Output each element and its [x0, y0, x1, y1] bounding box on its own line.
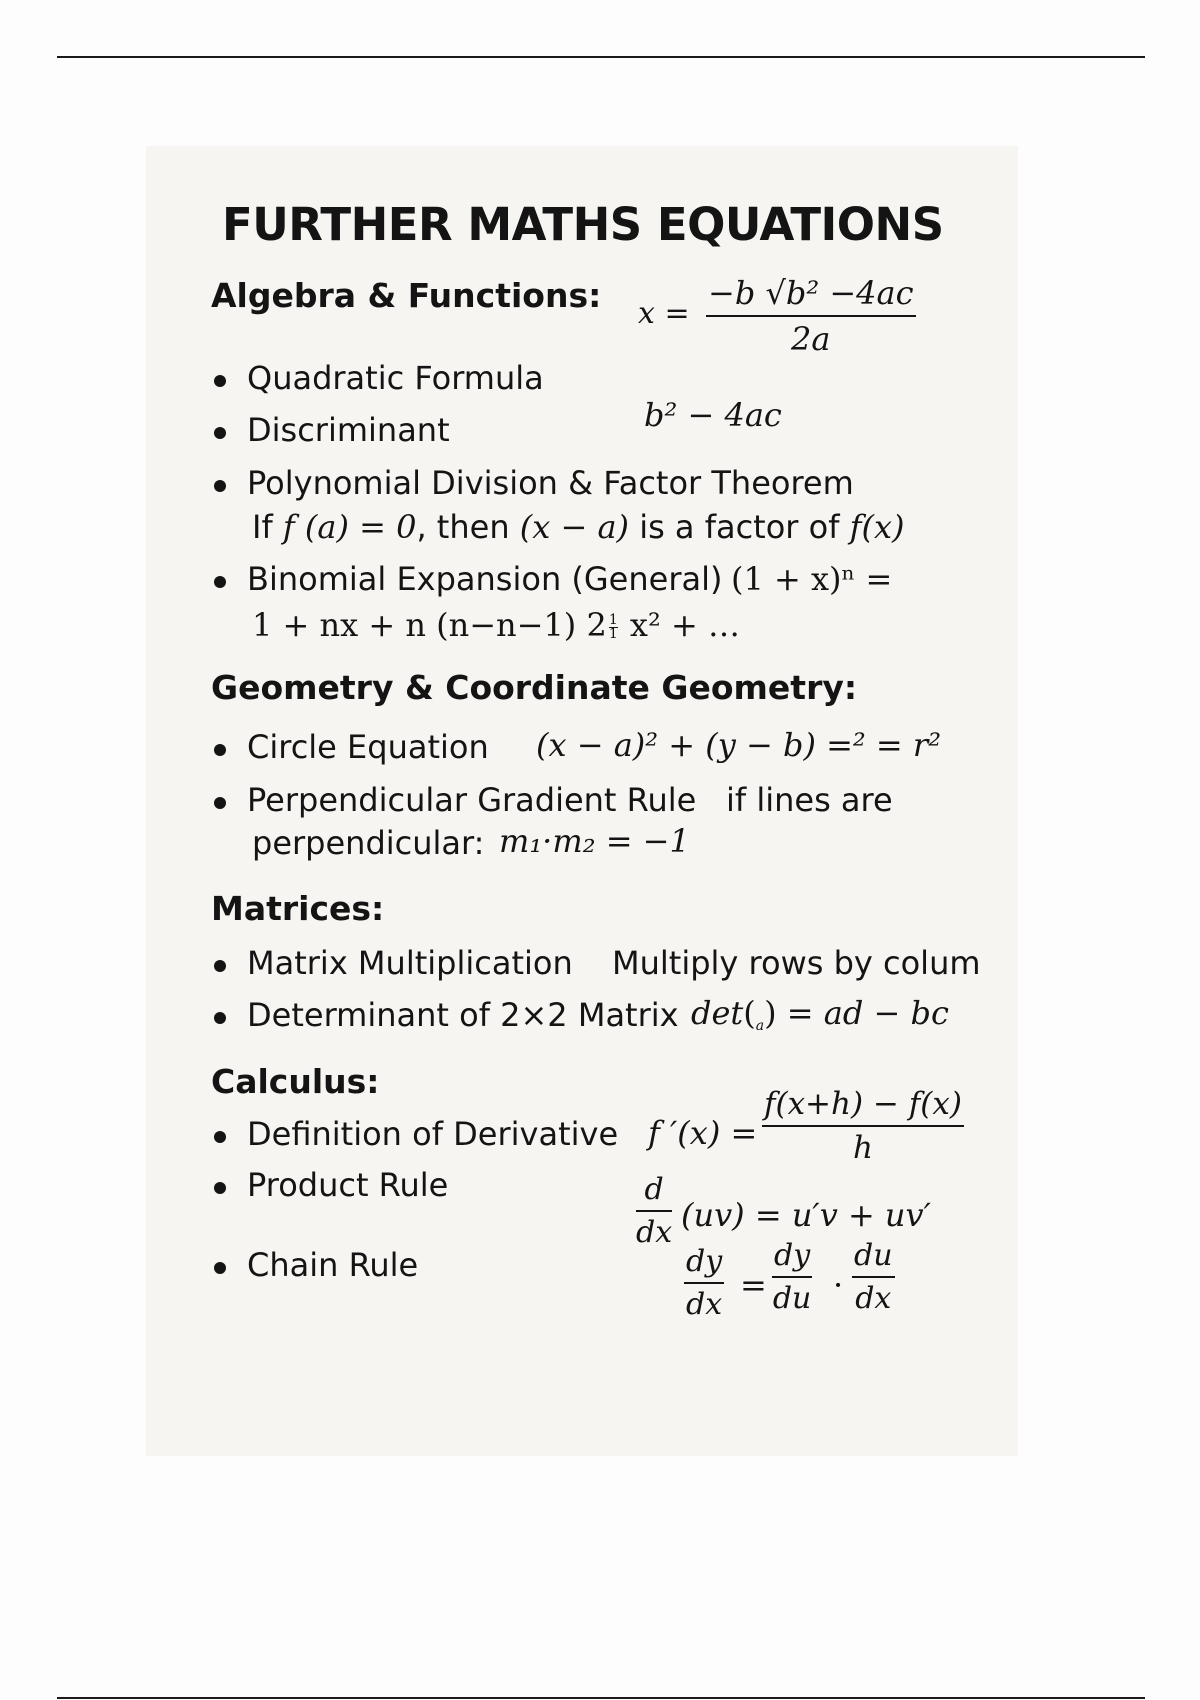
item-quadratic-formula: Quadratic Formula [247, 359, 544, 397]
product-rule-operator: $\frac{d}{dx}$ [636, 1172, 673, 1250]
section-heading-geometry: Geometry & Coordinate Geometry: [211, 668, 858, 707]
bullet-icon [214, 960, 226, 972]
bullet-icon [214, 480, 226, 492]
binomial-series: 1 + nx + n (n−n−1) 2 $\frac{1}{1}$ x² + … [252, 606, 740, 644]
matrix-multiplication-description: Multiply rows by colum [612, 944, 981, 982]
derivative-fraction: $\frac{f(x+h) - f(x)}{h}$ [764, 1086, 962, 1166]
item-chain-rule: Chain Rule [247, 1246, 419, 1284]
item-definition-of-derivative: Definition of Derivative [247, 1115, 619, 1153]
section-heading-algebra: Algebra & Functions: [211, 276, 602, 315]
equations-card: FURTHER MATHS EQUATIONS Algebra & Functions: x = $\frac{\text{−b √b² −4ac}}{2a}$ Quadratic Formula Discriminant b² − 4ac Polynomial Division & Factor Theorem If f (a) = 0, then (x − a) is a factor of f(x) Binomial Expansion (General) (1 + x)ⁿ = 1 + nx + n (n−n−1) 2 $\frac{1}{1}$ x² + … Geometry & Coordinate Geometry: Circle Equation (x − a)² + (y − b) =² = r² Perpendicular Gradient Rule if lines are perpendicular: m₁·m₂ = −1 Matrices: Matrix Multiplication Multiply rows by colum Determinant of 2×2 Matrix det(a) = ad − bc Calculus: Definition of Derivative f ′(x) = $\frac{f(x+h) - f(x)}{h}$ Product Rule $\frac{d}{dx}$ (uv) = u′v + uv′ Chain Rule $\frac{dy}{dx}$ = $\frac{dy}{du}$ · $\frac{du}{dx}$ [146, 146, 1018, 1456]
bullet-icon [214, 1131, 226, 1143]
bullet-icon [214, 1012, 226, 1024]
item-matrix-multiplication: Matrix Multiplication [247, 944, 573, 982]
bullet-icon [214, 744, 226, 756]
section-heading-calculus: Calculus: [211, 1062, 380, 1101]
bullet-icon [214, 797, 226, 809]
bullet-icon [214, 1182, 226, 1194]
bullet-icon [214, 427, 226, 439]
perpendicular-label: perpendicular: [252, 824, 485, 862]
perpendicular-formula: m₁·m₂ = −1 [499, 822, 690, 860]
item-binomial-expansion: Binomial Expansion (General) [247, 560, 723, 598]
bullet-icon [214, 375, 226, 387]
item-perpendicular-gradient: Perpendicular Gradient Rule [247, 781, 697, 819]
item-discriminant: Discriminant [247, 411, 450, 449]
circle-formula: (x − a)² + (y − b) =² = r² [536, 726, 942, 764]
product-rule-formula: (uv) = u′v + uv′ [681, 1196, 931, 1234]
binomial-lhs: (1 + x)ⁿ = [731, 560, 893, 598]
item-product-rule: Product Rule [247, 1166, 449, 1204]
perpendicular-condition: if lines are [726, 781, 893, 819]
item-polynomial-division: Polynomial Division & Factor Theorem [247, 464, 854, 502]
item-determinant-2x2: Determinant of 2×2 Matrix [247, 996, 679, 1034]
page-title: FURTHER MATHS EQUATIONS [222, 198, 944, 251]
derivative-lhs: f ′(x) = [648, 1114, 758, 1152]
quadratic-formula: $\frac{\text{−b √b² −4ac}}{2a}$ [708, 274, 914, 358]
top-rule [57, 56, 1145, 58]
bullet-icon [214, 576, 226, 588]
factor-theorem-statement: If f (a) = 0, then (x − a) is a factor of f(x) [252, 508, 905, 546]
discriminant-formula: b² − 4ac [644, 396, 782, 434]
section-heading-matrices: Matrices: [211, 889, 385, 928]
item-circle-equation: Circle Equation [247, 728, 489, 766]
bottom-rule [57, 1697, 1145, 1699]
bullet-icon [214, 1262, 226, 1274]
quadratic-lhs: x = [638, 296, 690, 331]
determinant-formula: det(a) = ad − bc [691, 994, 949, 1034]
